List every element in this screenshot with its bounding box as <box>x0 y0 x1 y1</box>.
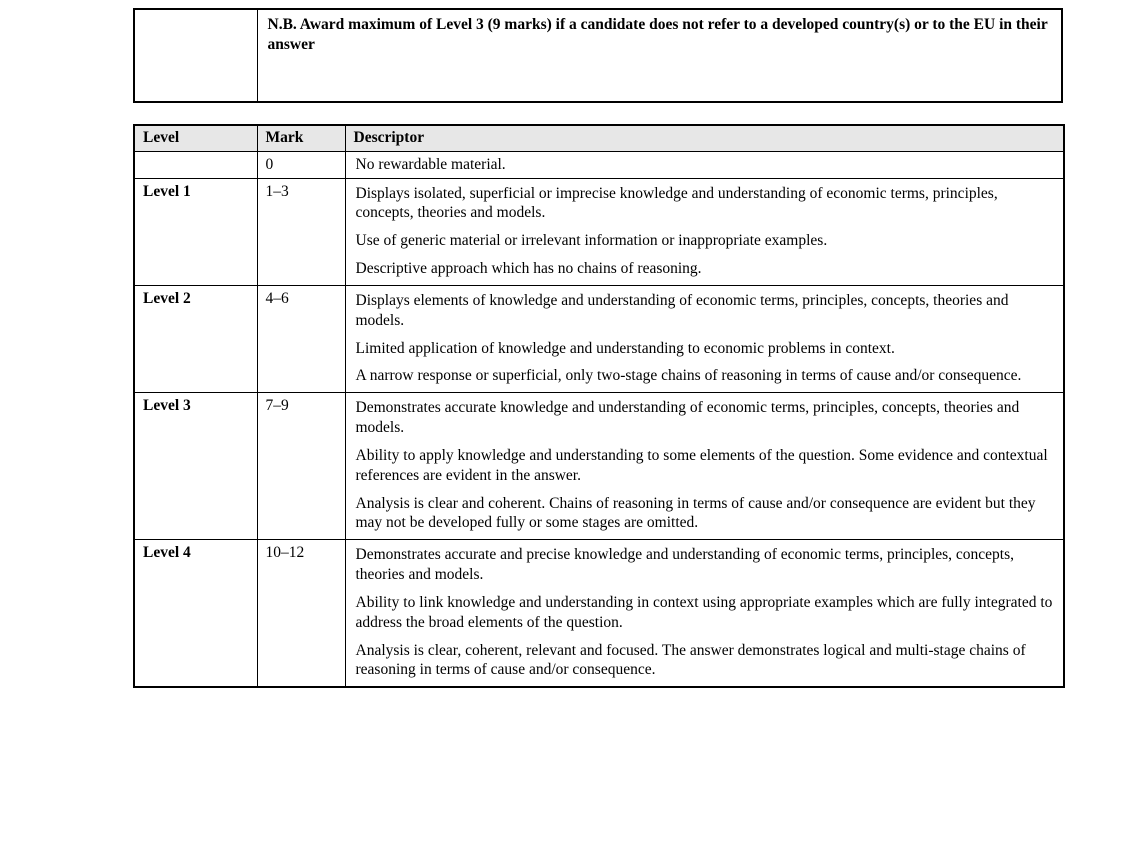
table-header-row <box>134 125 1064 151</box>
descriptor-cell <box>345 285 1064 392</box>
mark-cell: 7–9 <box>257 393 345 540</box>
descriptor-cell <box>345 393 1064 540</box>
descriptor-paragraph: Ability to link knowledge and understanding in context using appropriate examples which are fully integrated to address the broad elements of the question. <box>355 593 1053 631</box>
level-cell: Level 1 <box>134 178 257 285</box>
descriptor-paragraph: Displays elements of knowledge and understanding of economic terms, principles, concepts, theories and models. <box>355 291 1009 329</box>
header-mark: Mark <box>257 125 345 151</box>
descriptor-paragraph: Limited application of knowledge and understanding to economic problems in context. <box>355 339 895 357</box>
nb-note-cell <box>257 9 1062 102</box>
mark-cell: 0 <box>257 151 345 178</box>
descriptor-paragraph: No rewardable material. <box>355 155 506 173</box>
descriptor-cell <box>345 151 1064 178</box>
table-row-level-1 <box>134 178 1064 285</box>
nb-note-table <box>133 8 1063 103</box>
descriptor-paragraph: Demonstrates accurate knowledge and understanding of economic terms, principles, concepts, theories and models. <box>355 399 1020 437</box>
descriptor-paragraph: Demonstrates accurate and precise knowledge and understanding of economic terms, principles, concepts, theories and models. <box>355 546 1015 584</box>
header-descriptor: Descriptor <box>345 125 1064 151</box>
descriptor-cell <box>345 540 1064 687</box>
descriptor-cell <box>345 178 1064 285</box>
level-cell: Level 2 <box>134 285 257 392</box>
nb-note-text: N.B. Award maximum of Level 3 (9 marks) if a candidate does not refer to a developed country(s) or to the EU in their answer <box>267 16 1048 53</box>
descriptor-paragraph: Ability to apply knowledge and understanding to some elements of the question. Some evidence and contextual references are evident in the answer. <box>355 446 1048 484</box>
level-cell <box>134 151 257 178</box>
descriptor-paragraph: Analysis is clear and coherent. Chains of reasoning in terms of cause and/or consequence are evident but they may not be developed fully or some stages are omitted. <box>355 494 1036 532</box>
descriptor-paragraph: Use of generic material or irrelevant information or inappropriate examples. <box>355 232 828 250</box>
descriptor-paragraph: Analysis is clear, coherent, relevant and focused. The answer demonstrates logical and multi-stage chains of reasoning in terms of cause and/or consequence. <box>355 641 1026 679</box>
nb-note-empty-cell <box>134 9 257 102</box>
descriptor-paragraph: A narrow response or superficial, only two-stage chains of reasoning in terms of cause and/or consequence. <box>355 367 1022 385</box>
table-row-level-2 <box>134 285 1064 392</box>
nb-note-row <box>134 9 1062 102</box>
descriptor-paragraph: Displays isolated, superficial or imprecise knowledge and understanding of economic terms, principles, concepts, theories and models. <box>355 184 998 222</box>
level-cell: Level 3 <box>134 393 257 540</box>
mark-cell: 4–6 <box>257 285 345 392</box>
mark-cell: 10–12 <box>257 540 345 687</box>
header-level: Level <box>134 125 257 151</box>
table-row-mark-0 <box>134 151 1064 178</box>
table-row-level-3 <box>134 393 1064 540</box>
levels-table <box>133 124 1065 688</box>
table-row-level-4 <box>134 540 1064 687</box>
descriptor-paragraph: Descriptive approach which has no chains of reasoning. <box>355 260 702 278</box>
level-cell: Level 4 <box>134 540 257 687</box>
mark-cell: 1–3 <box>257 178 345 285</box>
